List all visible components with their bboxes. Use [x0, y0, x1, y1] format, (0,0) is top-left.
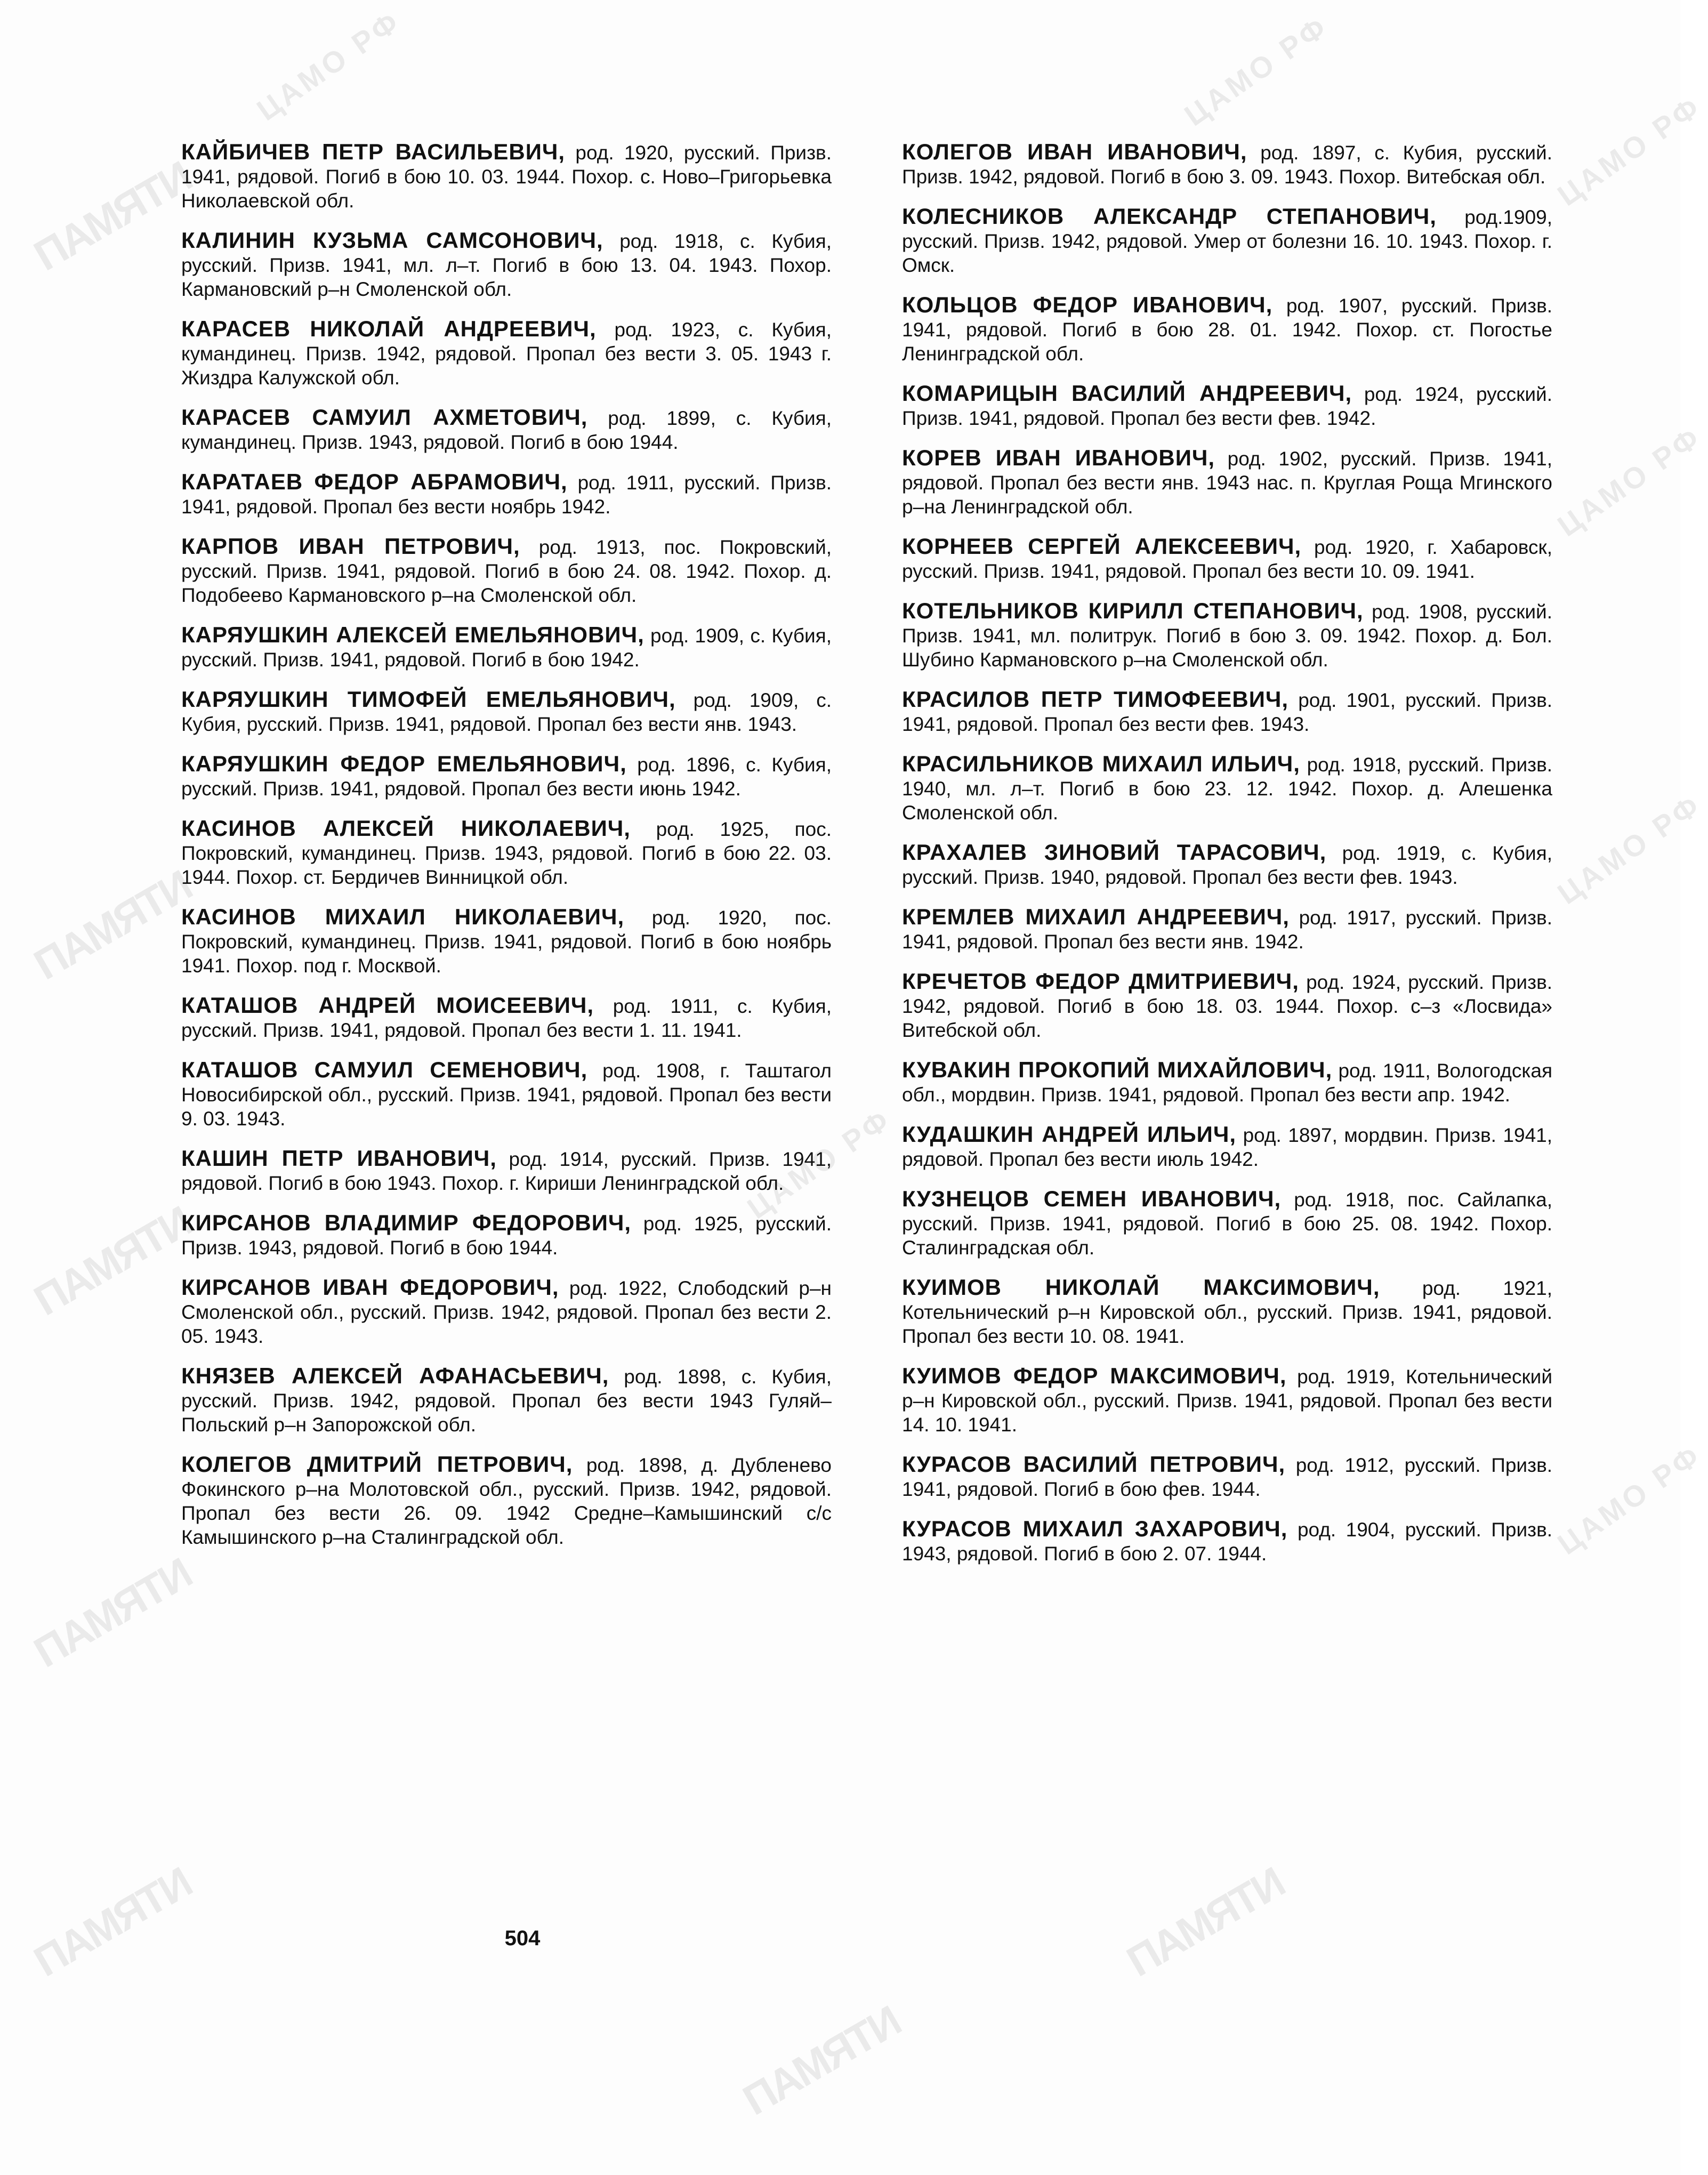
entry-name: КИРСАНОВ ИВАН ФЕДОРОВИЧ, [181, 1275, 559, 1300]
entry [902, 534, 1552, 583]
entry-name: КАРАСЕВ НИКОЛАЙ АНДРЕЕВИЧ, [181, 316, 597, 341]
entry [902, 1058, 1552, 1107]
entry [902, 293, 1552, 366]
watermark-text: ЦАМО РФ [1551, 419, 1708, 543]
entry-text: род. 1896, с. Кубия, русский. Призв. 1941, рядовой. Пропал без вести июнь 1942. [181, 754, 832, 800]
entry-text: род. 1901, русский. Призв. 1941, рядовой. Пропал без вести фев. 1943. [902, 689, 1553, 735]
watermark-text: ЦАМО РФ [1551, 88, 1708, 213]
entry-text: род. 1897, с. Кубия, русский. Призв. 1942, рядовой. Погиб в бою 3. 09. 1943. Похор. Витебская обл. [902, 142, 1552, 188]
entry-text: род. 1919, Котельнический р–н Кировской обл., русский. Призв. 1941, рядовой. Пропал без вести 14. 10. 1941. [902, 1366, 1552, 1436]
entry-name: КОЛЕГОВ ИВАН ИВАНОВИЧ, [902, 139, 1247, 164]
entry-name: КАСИНОВ АЛЕКСЕЙ НИКОЛАЕВИЧ, [181, 816, 631, 841]
entry-name: КУИМОВ НИКОЛАЙ МАКСИМОВИЧ, [902, 1275, 1380, 1300]
entry-name: КРАСИЛОВ ПЕТР ТИМОФЕЕВИЧ, [902, 687, 1289, 712]
watermark-logo: ПАМЯТИ [26, 152, 199, 280]
entry [902, 1452, 1552, 1501]
entry-text: род. 1913, пос. Покровский, русский. Призв. 1941, рядовой. Погиб в бою 24. 08. 1942. Похор. д. Подобеево Кармановского р–на Смоленской обл. [181, 536, 832, 606]
entry-name: КАРАСЕВ САМУИЛ АХМЕТОВИЧ, [181, 405, 588, 430]
entry [902, 969, 1552, 1042]
entry-name: КАЙБИЧЕВ ПЕТР ВАСИЛЬЕВИЧ, [181, 139, 566, 164]
entry-text: род. 1922, Слободский р–н Смоленской обл., русский. Призв. 1942, рядовой. Пропал без вести 2. 05. 1943. [181, 1277, 832, 1347]
watermark-text: ЦАМО РФ [741, 1101, 898, 1226]
entry-text: род. 1908, русский. Призв. 1941, мл. политрук. Погиб в бою 3. 09. 1942. Похор. д. Бол. Шубино Кармановского р–на Смоленской обл. [902, 601, 1552, 671]
entry-text: род. 1917, русский. Призв. 1941, рядовой. Пропал без вести янв. 1942. [902, 907, 1552, 953]
entry [902, 599, 1552, 672]
entry-name: КОЛЕСНИКОВ АЛЕКСАНДР СТЕПАНОВИЧ, [902, 204, 1437, 229]
entry [181, 816, 832, 889]
entry [181, 1211, 832, 1260]
entry [181, 1058, 832, 1131]
page-number: 504 [504, 1927, 541, 1950]
entry-text: род. 1918, русский. Призв. 1940, мл. л–т. Погиб в бою 23. 12. 1942. Похор. д. Алешенка Смоленской обл. [902, 754, 1553, 824]
entry [902, 687, 1552, 736]
entry-text: род. 1902, русский. Призв. 1941, рядовой. Пропал без вести янв. 1943 нас. п. Круглая Роща Мгинского р–на Ленинградской обл. [902, 448, 1552, 518]
entry-name: КОЛЬЦОВ ФЕДОР ИВАНОВИЧ, [902, 292, 1273, 317]
entry-text: род. 1911, русский. Призв. 1941, рядовой. Пропал без вести ноябрь 1942. [181, 472, 832, 518]
entry [902, 204, 1552, 277]
entry-text: род. 1911, с. Кубия, русский. Призв. 1941, рядовой. Пропал без вести 1. 11. 1941. [181, 995, 832, 1041]
entry [181, 1452, 832, 1549]
entry [902, 1275, 1552, 1348]
entry-name: КУВАКИН ПРОКОПИЙ МИХАЙЛОВИЧ, [902, 1057, 1333, 1082]
entry [902, 140, 1552, 189]
entry-name: КУЗНЕЦОВ СЕМЕН ИВАНОВИЧ, [902, 1186, 1282, 1211]
watermark-text: ЦАМО РФ [1178, 9, 1335, 133]
entry [181, 317, 832, 390]
entry-text: род. 1911, Вологодская обл., мордвин. Призв. 1941, рядовой. Пропал без вести апр. 1942. [902, 1060, 1553, 1106]
entry [181, 905, 832, 978]
entry [902, 752, 1552, 825]
entry [181, 140, 832, 213]
entry [902, 905, 1552, 954]
entry-name: КОРНЕЕВ СЕРГЕЙ АЛЕКСЕЕВИЧ, [902, 534, 1302, 559]
entry [181, 534, 832, 607]
entry [181, 623, 832, 672]
watermark-text: ЦАМО РФ [1551, 1437, 1708, 1561]
entry-name: КАТАШОВ АНДРЕЙ МОИСЕЕВИЧ, [181, 993, 594, 1018]
entry [902, 1517, 1552, 1566]
entry [181, 228, 832, 301]
entry-name: КРАХАЛЕВ ЗИНОВИЙ ТАРАСОВИЧ, [902, 840, 1327, 865]
entry [902, 1122, 1552, 1171]
entry-name: КАРЯУШКИН ТИМОФЕЙ ЕМЕЛЬЯНОВИЧ, [181, 687, 676, 712]
entry-text: род. 1907, русский. Призв. 1941, рядовой. Погиб в бою 28. 01. 1942. Похор. ст. Погостье Ленинградской обл. [902, 295, 1553, 365]
entry-text: род. 1919, с. Кубия, русский. Призв. 1940, рядовой. Пропал без вести фев. 1943. [902, 842, 1552, 888]
entry-name: КАРЯУШКИН ФЕДОР ЕМЕЛЬЯНОВИЧ, [181, 751, 627, 776]
entry [181, 687, 832, 736]
entry-name: КУИМОВ ФЕДОР МАКСИМОВИЧ, [902, 1363, 1287, 1388]
entry-text: род. 1914, русский. Призв. 1941, рядовой. Погиб в бою 1943. Похор. г. Кириши Ленинградской обл. [181, 1148, 832, 1194]
watermark-logo: ПАМЯТИ [26, 1858, 199, 1986]
entry-name: КОЛЕГОВ ДМИТРИЙ ПЕТРОВИЧ, [181, 1452, 573, 1477]
watermark-logo: ПАМЯТИ [26, 1549, 199, 1677]
entry-name: КНЯЗЕВ АЛЕКСЕЙ АФАНАСЬЕВИЧ, [181, 1363, 609, 1388]
entry [902, 381, 1552, 430]
entry [902, 446, 1552, 519]
left-column [181, 140, 832, 1565]
watermark-logo: ПАМЯТИ [26, 861, 199, 989]
entry [181, 470, 832, 519]
watermark-text: ЦАМО РФ [1551, 787, 1708, 911]
entry-text: род. 1925, русский. Призв. 1943, рядовой. Погиб в бою 1944. [181, 1213, 832, 1259]
entry-text: род.1909, русский. Призв. 1942, рядовой. Умер от болезни 16. 10. 1943. Похор. г. Омск. [902, 206, 1553, 276]
entry-text: род. 1898, д. Дубленево Фокинского р–на Молотовской обл., русский. Призв. 1942, рядовой. Пропал без вести 26. 09. 1942 Средне–Камышинский с/с Камышинского р–на Сталинградской обл. [181, 1454, 832, 1548]
entry-name: КОРЕВ ИВАН ИВАНОВИЧ, [902, 445, 1215, 470]
entry-text: род. 1909, с. Кубия, русский. Призв. 1941, рядовой. Погиб в бою 1942. [181, 625, 832, 671]
entry [902, 840, 1552, 889]
entry-text: род. 1925, пос. Покровский, кумандинец. Призв. 1943, рядовой. Погиб в бою 22. 03. 1944. Похор. ст. Бердичев Винницкой обл. [181, 818, 832, 888]
entry-name: КУДАШКИН АНДРЕЙ ИЛЬИЧ, [902, 1122, 1237, 1147]
watermark-logo: ПАМЯТИ [26, 1197, 199, 1325]
entry-name: КРЕМЛЕВ МИХАИЛ АНДРЕЕВИЧ, [902, 904, 1290, 929]
entry-text: род. 1924, русский. Призв. 1942, рядовой. Погиб в бою 18. 03. 1944. Похор. с–з «Лосвида» Витебской обл. [902, 971, 1553, 1041]
entry-name: КИРСАНОВ ВЛАДИМИР ФЕДОРОВИЧ, [181, 1210, 632, 1235]
entry-name: КАЛИНИН КУЗЬМА САМСОНОВИЧ, [181, 228, 603, 253]
entry-name: КОТЕЛЬНИКОВ КИРИЛЛ СТЕПАНОВИЧ, [902, 598, 1364, 623]
watermark-text: ЦАМО РФ [251, 3, 407, 127]
entry-text: род. 1921, Котельнический р–н Кировской обл., русский. Призв. 1941, рядовой. Пропал без вести 10. 08. 1941. [902, 1277, 1553, 1347]
entry [181, 1275, 832, 1348]
watermark-logo: ПАМЯТИ [735, 1997, 908, 2124]
entry-name: КАРАТАЕВ ФЕДОР АБРАМОВИЧ, [181, 469, 568, 494]
entry [181, 1364, 832, 1437]
entry-text: род. 1897, мордвин. Призв. 1941, рядовой. Пропал без вести июль 1942. [902, 1124, 1553, 1170]
entry-text: род. 1898, с. Кубия, русский. Призв. 1942, рядовой. Пропал без вести 1943 Гуляй–Польский р–н Запорожской обл. [181, 1366, 832, 1436]
entry-text: род. 1920, пос. Покровский, кумандинец. Призв. 1941, рядовой. Погиб в бою ноябрь 1941. Похор. под г. Москвой. [181, 907, 832, 977]
entry-text: род. 1920, г. Хабаровск, русский. Призв. 1941, рядовой. Пропал без вести 10. 09. 1941. [902, 536, 1552, 582]
entry-name: КРЕЧЕТОВ ФЕДОР ДМИТРИЕВИЧ, [902, 969, 1299, 994]
entry-text: род. 1923, с. Кубия, кумандинец. Призв. 1942, рядовой. Пропал без вести 3. 05. 1943 г. Жиздра Калужской обл. [181, 319, 832, 389]
entry-name: КАРПОВ ИВАН ПЕТРОВИЧ, [181, 534, 520, 559]
entry-name: КАТАШОВ САМУИЛ СЕМЕНОВИЧ, [181, 1057, 588, 1082]
entry-text: род. 1920, русский. Призв. 1941, рядовой. Погиб в бою 10. 03. 1944. Похор. с. Ново–Григорьевка Николаевской обл. [181, 142, 832, 212]
watermark-logo: ПАМЯТИ [1119, 1858, 1292, 1986]
entry [902, 1364, 1552, 1437]
entry-name: КОМАРИЦЫН ВАСИЛИЙ АНДРЕЕВИЧ, [902, 381, 1352, 406]
entry-name: КРАСИЛЬНИКОВ МИХАИЛ ИЛЬИЧ, [902, 751, 1300, 776]
entry-name: КАШИН ПЕТР ИВАНОВИЧ, [181, 1146, 497, 1171]
entry [181, 993, 832, 1042]
entry-text: род. 1909, с. Кубия, русский. Призв. 1941, рядовой. Пропал без вести янв. 1943. [181, 689, 832, 735]
entry-name: КУРАСОВ ВАСИЛИЙ ПЕТРОВИЧ, [902, 1452, 1286, 1477]
entry [181, 405, 832, 454]
right-column [902, 140, 1552, 1581]
entry-text: род. 1908, г. Таштагол Новосибирской обл., русский. Призв. 1941, рядовой. Пропал без вести 9. 03. 1943. [181, 1060, 832, 1130]
entry-name: КАРЯУШКИН АЛЕКСЕЙ ЕМЕЛЬЯНОВИЧ, [181, 622, 644, 647]
entry-name: КАСИНОВ МИХАИЛ НИКОЛАЕВИЧ, [181, 904, 625, 929]
entry [902, 1187, 1552, 1260]
entry-text: род. 1899, с. Кубия, кумандинец. Призв. 1943, рядовой. Погиб в бою 1944. [181, 407, 832, 453]
entry-text: род. 1918, пос. Сайлапка, русский. Призв. 1941, рядовой. Погиб в бою 25. 08. 1942. Похор. Сталинградская обл. [902, 1189, 1552, 1259]
entry-text: род. 1924, русский. Призв. 1941, рядовой. Пропал без вести фев. 1942. [902, 383, 1552, 429]
entry-name: КУРАСОВ МИХАИЛ ЗАХАРОВИЧ, [902, 1516, 1288, 1541]
entry-text: род. 1904, русский. Призв. 1943, рядовой. Погиб в бою 2. 07. 1944. [902, 1519, 1553, 1565]
entry [181, 1146, 832, 1195]
entry [181, 752, 832, 801]
entry-text: род. 1918, с. Кубия, русский. Призв. 1941, мл. л–т. Погиб в бою 13. 04. 1943. Похор. Кармановский р–н Смоленской обл. [181, 230, 832, 300]
entry-text: род. 1912, русский. Призв. 1941, рядовой. Погиб в бою фев. 1944. [902, 1454, 1553, 1500]
